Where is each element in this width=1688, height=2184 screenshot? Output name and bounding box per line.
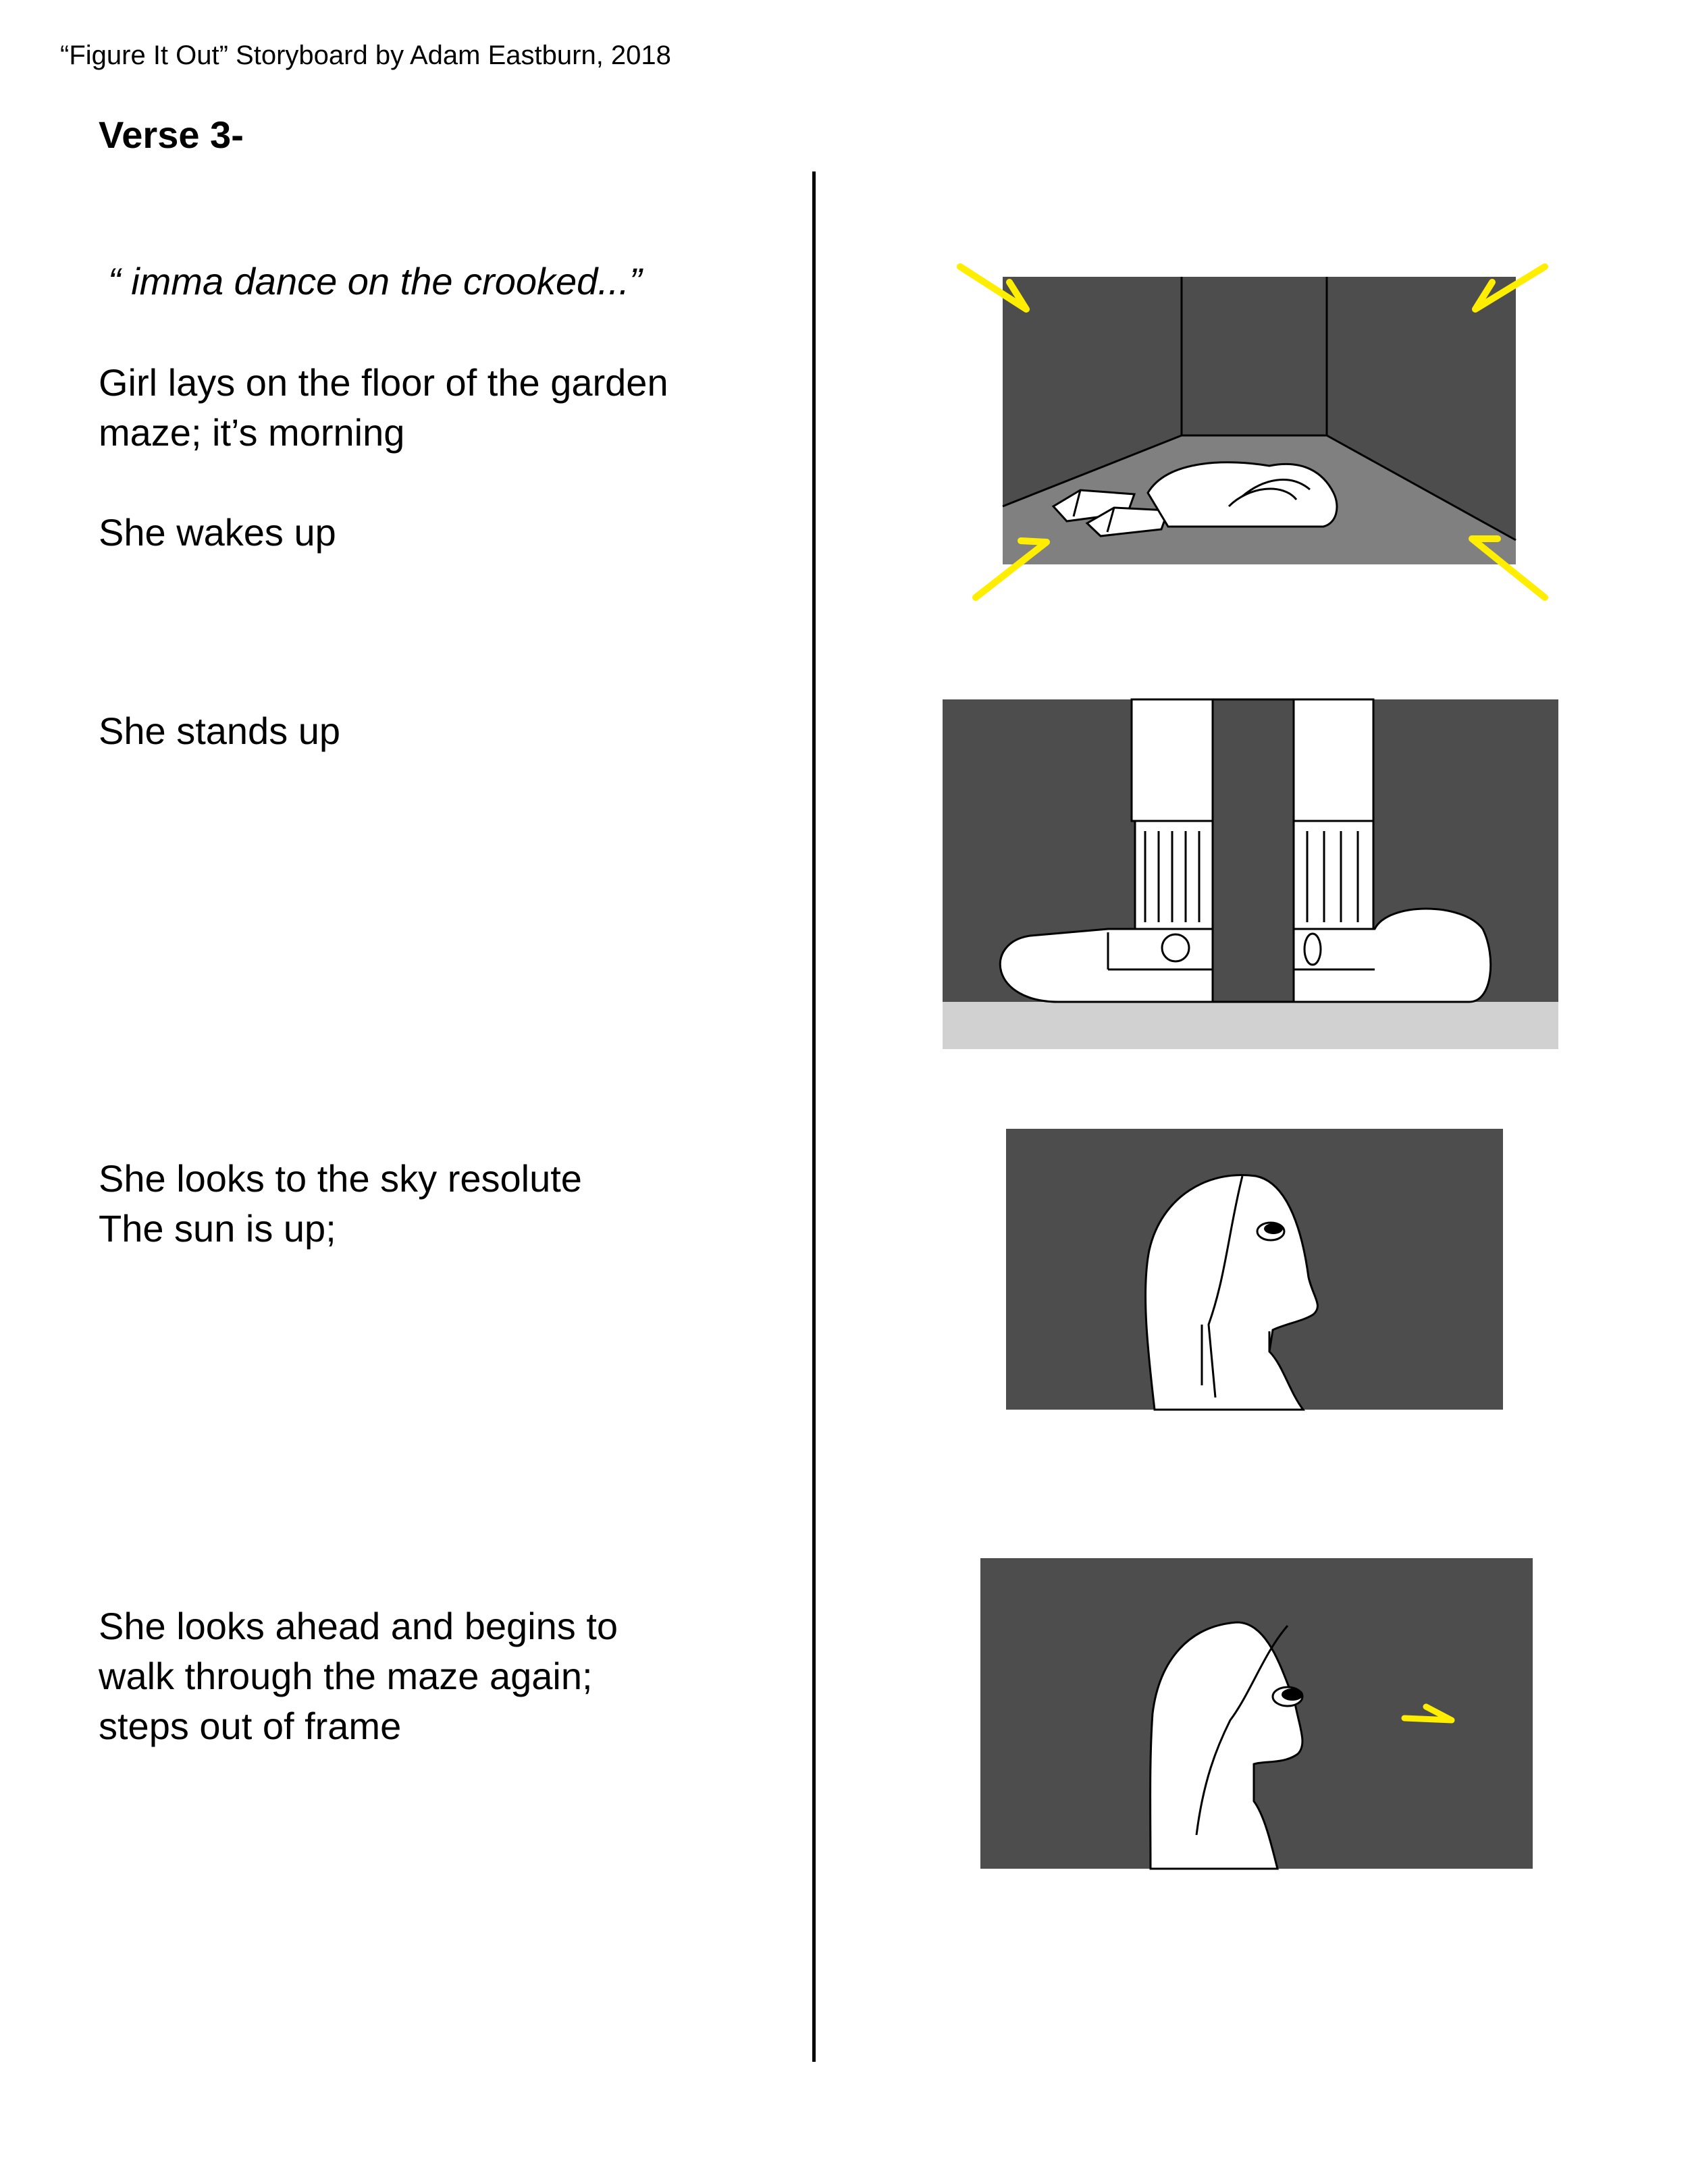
lyric-quote: “ imma dance on the crooked...” bbox=[108, 260, 642, 302]
panel-1-line-2: maze; it’s morning bbox=[99, 411, 405, 454]
panel-4-description bbox=[99, 1601, 774, 1751]
panel-3-line-2: The sun is up; bbox=[99, 1207, 336, 1250]
pupil bbox=[1264, 1223, 1283, 1234]
pupil bbox=[1282, 1688, 1303, 1701]
panel-3-line-1: She looks to the sky resolute bbox=[99, 1157, 582, 1200]
verse-title: Verse 3- bbox=[99, 113, 244, 156]
panel-4-line-1: She looks ahead and begins to bbox=[99, 1605, 618, 1647]
panel-1-line-1: Girl lays on the floor of the garden bbox=[99, 361, 668, 404]
panel-1-extra-line: She wakes up bbox=[99, 511, 336, 554]
panel-1-illustration bbox=[945, 257, 1553, 608]
panel-2-description bbox=[99, 706, 774, 756]
left-leg bbox=[1132, 699, 1213, 821]
panel-3-description bbox=[99, 1154, 774, 1254]
panel-1-description bbox=[99, 358, 774, 458]
panel-3-illustration bbox=[1006, 1129, 1503, 1410]
left-ankle-circle bbox=[1162, 934, 1189, 961]
right-sock bbox=[1294, 821, 1373, 932]
panel-4-line-3: steps out of frame bbox=[99, 1705, 402, 1747]
right-ankle-circle bbox=[1304, 934, 1321, 965]
left-sock bbox=[1135, 821, 1213, 932]
panel-1-wakes-description bbox=[99, 508, 774, 558]
panel-2-illustration bbox=[943, 699, 1558, 1049]
column-divider bbox=[812, 171, 816, 2062]
center-hedge-post bbox=[1213, 699, 1294, 1002]
panel-2-line-1: She stands up bbox=[99, 710, 341, 752]
right-leg bbox=[1294, 699, 1373, 821]
ground-strip bbox=[943, 1002, 1558, 1049]
storyboard-header: “Figure It Out” Storyboard by Adam Eastburn, 2018 bbox=[60, 41, 671, 70]
panel-4-illustration bbox=[980, 1558, 1533, 1869]
panel-4-line-2: walk through the maze again; bbox=[99, 1655, 593, 1697]
